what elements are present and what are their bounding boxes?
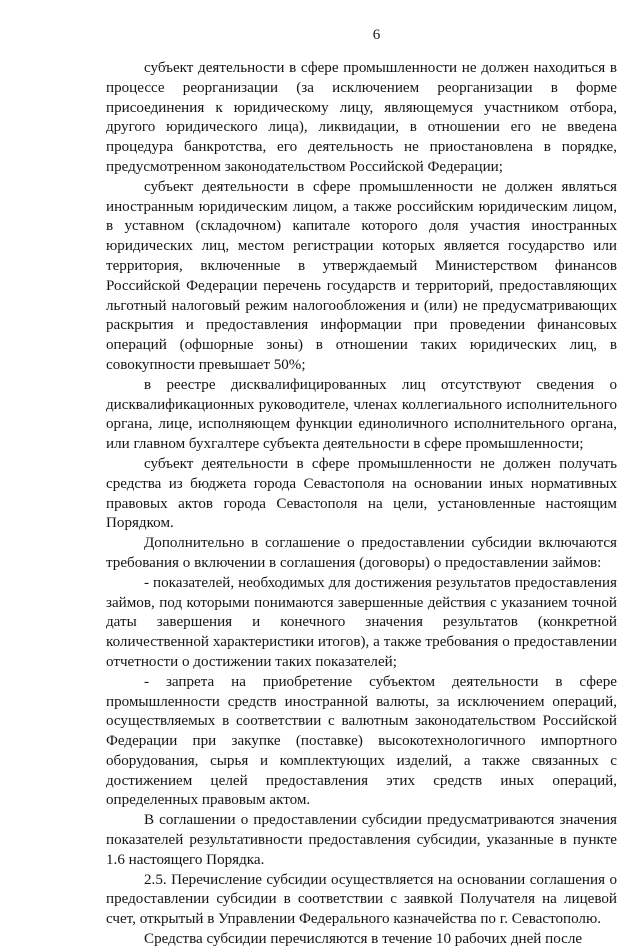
paragraph-reorganization-condition: субъект деятельности в сфере промышленности не должен находиться в процессе реорганизации (за исключением реорганизации в форме присоединения к юридическому лицу, являющемуся участником отбора, другого юридического лица), ликвидации, в отношении его не введена процедура банкротства, его деятельность не приостановлена в порядке, предусмотренном законодательством Российской Федерации; <box>106 60 617 175</box>
paragraph-performance-indicators: В соглашении о предоставлении субсидии предусматриваются значения показателей результативности предоставления субсидии, указанные в пункте 1.6 настоящего Порядка. <box>106 812 617 868</box>
paragraph-section-2-5: 2.5. Перечисление субсидии осуществляется на основании соглашения о предоставлении субсидии в соответствии с заявкой Получателя на лицевой счет, открытый в Управлении Федерального казначейства по г. Севастополю. <box>106 871 617 928</box>
paragraph-disqualified-persons-condition: в реестре дисквалифицированных лиц отсутствуют сведения о дисквалификационных руководителе, членах коллегиального исполнительного органа, лице, исполняющем функции единоличного исполнительного органа, или главном бухгалтере субъекта деятельности в сфере промышленности; <box>106 376 617 453</box>
page-number: 6 <box>372 27 381 43</box>
paragraph-budget-funds-condition: субъект деятельности в сфере промышленности не должен получать средства из бюджета города Севастополя на основании иных нормативных правовых актов города Севастополя на цели, установленные настоящим Порядком. <box>106 455 617 532</box>
list-item-indicators: - показателей, необходимых для достижения результатов предоставления займов, под которыми понимаются завершенные действия с указанием точной даты завершения и конечного значения результатов (конкретной количественной характеристики итогов), а также требования о предоставлении отчетности о достижении таких показателей; <box>106 574 617 670</box>
paragraph-transfer-term: Средства субсидии перечисляются в течение 10 рабочих дней после <box>144 931 583 948</box>
list-item-foreign-currency-ban: - запрета на приобретение субъектом деятельности в сфере промышленности средств иностранной валюты, за исключением операций, осуществляемых в соответствии с валютным законодательством Российской Федерации при закупке (поставке) высокотехнологичного импортного оборудования, сырья и комплектующих изделий, а также связанных с достижением целей предоставления этих средств иных операций, определенных правовым актом. <box>106 673 617 809</box>
paragraph-foreign-entity-condition: субъект деятельности в сфере промышленности не должен являться иностранным юридическим лицом, а также российским юридическим лицом, в уставном (складочном) капитале которого доля участия иностранных юридических лиц, местом регистрации которых является государство или территория, включенные в утверждаемый Министерством финансов Российской Федерации перечень государств и территорий, предоставляющих льготный налоговый режим налогообложения и (или) не предусматривающих раскрытия и предоставления информации при проведении финансовых операций (офшорные зоны) в отношении таких юридических лиц, в совокупности превышает 50%; <box>106 178 617 373</box>
paragraph-loan-agreement-requirements: Дополнительно в соглашение о предоставлении субсидии включаются требования о включении в соглашения (договоры) о предоставлении займов: <box>106 535 617 571</box>
